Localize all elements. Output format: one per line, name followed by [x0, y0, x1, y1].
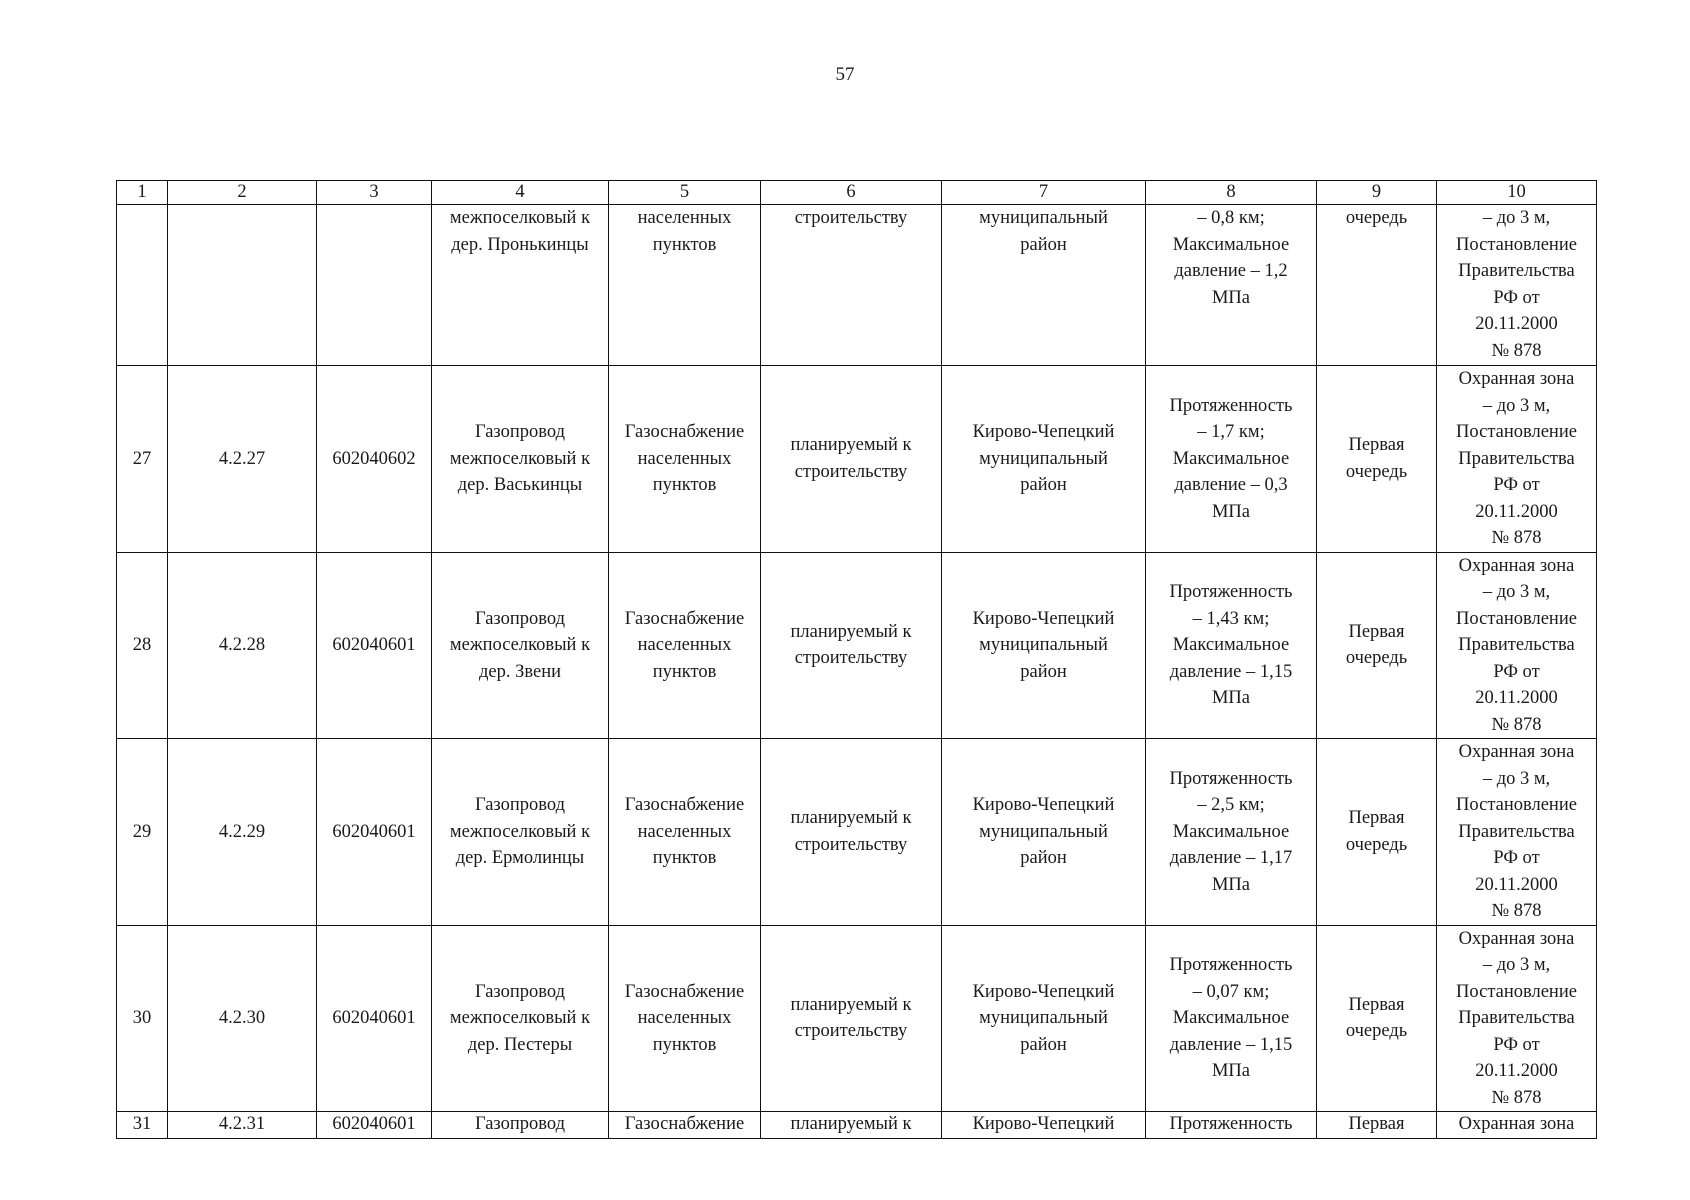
cell-line: МПа: [1211, 874, 1251, 895]
cell-line: район: [1020, 475, 1067, 495]
cell-line: № 878: [1491, 528, 1542, 548]
cell-id: 602040601: [317, 925, 432, 1112]
cell-line: строительству: [794, 648, 908, 669]
cell-line: Максимальное: [1172, 635, 1290, 655]
cell-stage: [1317, 205, 1437, 366]
cell-stage: [1317, 925, 1437, 1112]
cell-purpose: Газоснабжение: [609, 1112, 761, 1139]
cell-line: межпоселковый к: [449, 208, 591, 228]
cell-line: – 1,43 км;: [1192, 608, 1270, 629]
cell-line: муниципальный: [979, 635, 1108, 655]
cell-line: пунктов: [652, 848, 717, 868]
cell-line: Газопровод: [474, 981, 566, 1002]
cell-line: очередь: [1345, 1021, 1408, 1042]
cell-zone: [1437, 366, 1597, 553]
cell-zone: [1437, 925, 1597, 1112]
cell-line: № 878: [1491, 714, 1542, 735]
cell-line: планируемый к: [790, 435, 912, 456]
cell-line: планируемый к: [790, 808, 912, 829]
cell-line: Протяженность: [1169, 395, 1293, 416]
cell-name: [432, 205, 609, 366]
cell-line: дер. Васькинцы: [457, 475, 583, 495]
cell-characteristics: [1146, 925, 1317, 1112]
cell-line: межпоселковый к: [449, 635, 591, 655]
table-row: [117, 366, 1597, 553]
cell-line: строительству: [794, 208, 908, 228]
table-row: [117, 739, 1597, 926]
cell-line: давление – 0,3: [1174, 475, 1288, 495]
cell-line: – до 3 м,: [1482, 208, 1551, 228]
cell-line: Кирово-Чепецкий: [972, 608, 1115, 629]
cell-id: 602040601: [317, 1112, 432, 1139]
cell-line: район: [1020, 1034, 1067, 1055]
cell-line: муниципальный: [979, 448, 1108, 469]
cell-line: планируемый к: [790, 621, 912, 642]
cell-line: Охранная зона: [1458, 369, 1575, 389]
cell-purpose: [609, 205, 761, 366]
cell-num: 27: [117, 366, 168, 553]
cell-line: Газоснабжение: [624, 981, 745, 1002]
objects-table: [116, 180, 1597, 1139]
cell-line: Максимальное: [1172, 1008, 1290, 1028]
cell-line: пунктов: [652, 234, 717, 255]
column-header: 5: [609, 181, 761, 205]
cell-line: строительству: [794, 461, 908, 482]
cell-line: Первая: [1348, 621, 1405, 642]
cell-line: Максимальное: [1172, 234, 1290, 255]
cell-line: населенных: [637, 1008, 732, 1028]
cell-line: давление – 1,15: [1169, 661, 1293, 682]
cell-line: РФ от: [1493, 661, 1540, 682]
cell-line: РФ от: [1493, 1034, 1540, 1055]
cell-line: № 878: [1491, 901, 1542, 921]
cell-line: 20.11.2000: [1475, 688, 1558, 708]
cell-location: [942, 739, 1146, 926]
cell-line: давление – 1,17: [1169, 848, 1293, 868]
cell-line: очередь: [1345, 834, 1408, 855]
continuation-row: [117, 205, 1597, 366]
cell-zone: [1437, 205, 1597, 366]
cell-line: дер. Пронькинцы: [451, 234, 589, 255]
column-header: 3: [317, 181, 432, 205]
cell-line: № 878: [1491, 1087, 1542, 1108]
cell-characteristics: [1146, 366, 1317, 553]
cell-line: населенных: [637, 635, 732, 655]
cell-line: Охранная зона: [1458, 555, 1575, 576]
cell-line: Охранная зона: [1458, 928, 1575, 949]
cell-location: Кирово-Чепецкий: [942, 1112, 1146, 1139]
cell-line: Постановление: [1456, 234, 1577, 255]
cell-stage: [1317, 366, 1437, 553]
cell-line: Первая: [1348, 994, 1405, 1015]
cell-location: [942, 925, 1146, 1112]
cell-line: № 878: [1491, 340, 1542, 361]
table-row: [117, 552, 1597, 739]
cell-line: муниципальный: [979, 1008, 1108, 1028]
table-row: [117, 925, 1597, 1112]
cell-line: Постановление: [1456, 981, 1577, 1002]
cell-line: РФ от: [1493, 287, 1540, 308]
cell-line: район: [1020, 848, 1067, 868]
cell-code: 4.2.28: [168, 552, 317, 739]
cell-code: 4.2.31: [168, 1112, 317, 1139]
column-header: 9: [1317, 181, 1437, 205]
cell-line: Кирово-Чепецкий: [972, 981, 1115, 1002]
cell-line: пунктов: [652, 661, 717, 682]
cell-line: Максимальное: [1172, 448, 1290, 469]
cell-num: 28: [117, 552, 168, 739]
cell-purpose: [609, 925, 761, 1112]
cell-purpose: [609, 552, 761, 739]
column-header: 1: [117, 181, 168, 205]
cell-line: Газоснабжение: [624, 795, 745, 815]
cell-line: Максимальное: [1172, 821, 1290, 842]
cell-location: [942, 552, 1146, 739]
cell-id: 602040601: [317, 739, 432, 926]
cell-line: – до 3 м,: [1482, 395, 1551, 416]
cell-line: РФ от: [1493, 475, 1540, 495]
cell-name: [432, 739, 609, 926]
cell-line: – 2,5 км;: [1197, 795, 1265, 815]
cell-line: – до 3 м,: [1482, 955, 1551, 975]
cell-line: межпоселковый к: [449, 1008, 591, 1028]
cell-name: [432, 552, 609, 739]
cell-stage: Первая: [1317, 1112, 1437, 1139]
cell-num: [117, 205, 168, 366]
cell-code: 4.2.30: [168, 925, 317, 1112]
cell-location: [942, 205, 1146, 366]
cell-line: район: [1020, 661, 1067, 682]
column-header: 2: [168, 181, 317, 205]
cell-code: 4.2.29: [168, 739, 317, 926]
column-header: 8: [1146, 181, 1317, 205]
cell-line: – до 3 м,: [1482, 582, 1551, 602]
cell-line: дер. Звени: [478, 661, 562, 682]
cell-name: Газопровод: [432, 1112, 609, 1139]
cell-status: [761, 366, 942, 553]
cell-status: планируемый к: [761, 1112, 942, 1139]
cell-line: МПа: [1211, 1061, 1251, 1081]
cell-line: Протяженность: [1169, 582, 1293, 602]
cell-line: муниципальный: [979, 208, 1108, 228]
cell-name: [432, 925, 609, 1112]
cell-purpose: [609, 739, 761, 926]
cell-num: 30: [117, 925, 168, 1112]
cell-id: 602040602: [317, 366, 432, 553]
cell-status: [761, 925, 942, 1112]
cell-line: Первая: [1348, 435, 1405, 456]
cell-characteristics: [1146, 205, 1317, 366]
column-header: 7: [942, 181, 1146, 205]
cell-purpose: [609, 366, 761, 553]
cell-line: 20.11.2000: [1475, 314, 1558, 334]
cell-line: Газоснабжение: [624, 608, 745, 629]
cell-characteristics: Протяженность: [1146, 1112, 1317, 1139]
cell-code: [168, 205, 317, 366]
cell-line: населенных: [637, 821, 732, 842]
cell-line: МПа: [1211, 688, 1251, 708]
cell-line: Постановление: [1456, 608, 1577, 629]
cell-line: Правительства: [1458, 261, 1575, 281]
cell-line: 20.11.2000: [1475, 1061, 1558, 1081]
cell-line: Первая: [1348, 808, 1405, 829]
column-header: 10: [1437, 181, 1597, 205]
cell-line: Кирово-Чепецкий: [972, 422, 1115, 442]
cell-line: Правительства: [1458, 1008, 1575, 1028]
cell-line: Протяженность: [1169, 768, 1293, 789]
cell-line: муниципальный: [979, 821, 1108, 842]
page-number: 57: [835, 64, 855, 85]
cell-zone: [1437, 739, 1597, 926]
cell-line: строительству: [794, 1021, 908, 1042]
cell-line: Правительства: [1458, 635, 1575, 655]
cell-line: Постановление: [1456, 422, 1577, 442]
truncated-row: [117, 1112, 1597, 1139]
cell-line: МПа: [1211, 287, 1251, 308]
cell-line: – до 3 м,: [1482, 768, 1551, 789]
cell-characteristics: [1146, 552, 1317, 739]
cell-line: Правительства: [1458, 821, 1575, 842]
cell-stage: [1317, 552, 1437, 739]
cell-line: Кирово-Чепецкий: [972, 795, 1115, 815]
column-header: 4: [432, 181, 609, 205]
cell-line: очередь: [1345, 208, 1408, 228]
cell-line: Протяженность: [1169, 955, 1293, 975]
cell-line: – 0,8 км;: [1197, 208, 1265, 228]
cell-line: Газопровод: [474, 422, 566, 442]
cell-line: – 0,07 км;: [1192, 981, 1270, 1002]
cell-line: Газопровод: [474, 795, 566, 815]
cell-line: очередь: [1345, 461, 1408, 482]
cell-line: район: [1020, 234, 1067, 255]
cell-line: давление – 1,15: [1169, 1034, 1293, 1055]
cell-line: межпоселковый к: [449, 821, 591, 842]
cell-line: давление – 1,2: [1174, 261, 1288, 281]
cell-line: 20.11.2000: [1475, 874, 1558, 895]
cell-characteristics: [1146, 739, 1317, 926]
cell-status: [761, 552, 942, 739]
column-number-header-row: [117, 181, 1597, 205]
cell-line: пунктов: [652, 1034, 717, 1055]
cell-line: очередь: [1345, 648, 1408, 669]
cell-line: Постановление: [1456, 795, 1577, 815]
cell-zone: [1437, 552, 1597, 739]
cell-line: дер. Ермолинцы: [455, 848, 585, 868]
cell-line: строительству: [794, 834, 908, 855]
cell-line: МПа: [1211, 501, 1251, 522]
cell-num: 31: [117, 1112, 168, 1139]
cell-line: Правительства: [1458, 448, 1575, 469]
column-header: 6: [761, 181, 942, 205]
cell-line: дер. Пестеры: [467, 1034, 573, 1055]
cell-num: 29: [117, 739, 168, 926]
cell-line: Газопровод: [474, 608, 566, 629]
cell-code: 4.2.27: [168, 366, 317, 553]
cell-line: 20.11.2000: [1475, 501, 1558, 522]
cell-location: [942, 366, 1146, 553]
cell-line: РФ от: [1493, 848, 1540, 868]
cell-line: населенных: [637, 208, 732, 228]
cell-line: Газоснабжение: [624, 422, 745, 442]
cell-line: Охранная зона: [1458, 742, 1575, 762]
cell-zone: Охранная зона: [1437, 1112, 1597, 1139]
cell-id: 602040601: [317, 552, 432, 739]
cell-line: межпоселковый к: [449, 448, 591, 469]
cell-name: [432, 366, 609, 553]
cell-id: [317, 205, 432, 366]
cell-line: – 1,7 км;: [1197, 422, 1265, 442]
cell-line: населенных: [637, 448, 732, 469]
cell-status: [761, 739, 942, 926]
cell-status: [761, 205, 942, 366]
cell-line: планируемый к: [790, 994, 912, 1015]
cell-stage: [1317, 739, 1437, 926]
cell-line: пунктов: [652, 475, 717, 495]
